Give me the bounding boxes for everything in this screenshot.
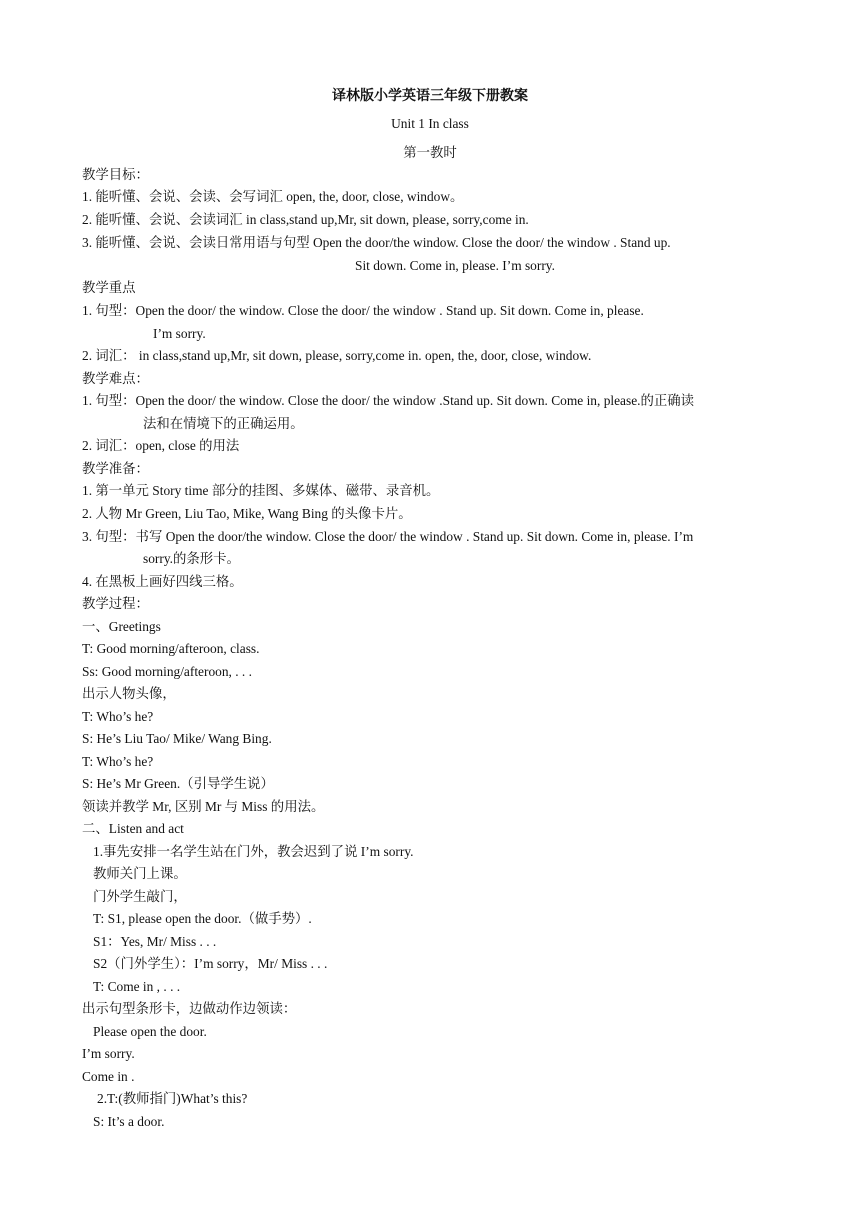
preparation-item: 1. 第一单元 Story time 部分的挂图、多媒体、磁带、录音机。 [82, 483, 440, 498]
process-line: S: He’s Liu Tao/ Mike/ Wang Bing. [82, 731, 272, 746]
difficulty-item: 2. 词汇：open, close 的用法 [82, 438, 240, 453]
lesson-title: 第一教时 [403, 145, 457, 160]
keypoint-item-continuation: I’m sorry. [153, 326, 206, 341]
preparation-heading: 教学准备： [82, 461, 149, 476]
process-line: 出示人物头像， [82, 686, 176, 701]
keypoint-item: 2. 词汇： in class,stand up,Mr, sit down, please, sorry,come in. open, the, door, close, window. [82, 348, 592, 363]
keypoint-item: 1. 句型：Open the door/ the window. Close the door/ the window . Stand up. Sit down. Come in, please. [82, 303, 644, 318]
process-line: 门外学生敲门， [93, 889, 187, 904]
difficulties-heading: 教学难点： [82, 371, 149, 386]
process-line: 领读并教学 Mr, 区别 Mr 与 Miss 的用法。 [82, 799, 325, 814]
objective-item-continuation: Sit down. Come in, please. I’m sorry. [355, 258, 555, 273]
process-line: T: S1, please open the door.（做手势）. [93, 911, 312, 926]
process-line: 出示句型条形卡，边做动作边领读： [82, 1001, 297, 1016]
process-line: Ss: Good morning/afteroon, . . . [82, 664, 252, 679]
preparation-item-continuation: sorry.的条形卡。 [143, 551, 240, 566]
preparation-item: 3. 句型：书写 Open the door/the window. Close the door/ the window . Stand up. Sit down. Come in, please. I’m [82, 529, 694, 544]
difficulty-item-continuation: 法和在情境下的正确运用。 [143, 416, 304, 431]
document-title: 译林版小学英语三年级下册教案 [332, 89, 528, 104]
process-line: T: Who’s he? [82, 709, 154, 724]
process-line: S: He’s Mr Green.（引导学生说） [82, 776, 274, 791]
process-line: S: It’s a door. [93, 1114, 165, 1129]
unit-title: Unit 1 In class [391, 116, 469, 131]
process-line: I’m sorry. [82, 1046, 135, 1061]
process-line: 1.事先安排一名学生站在门外，教会迟到了说 I’m sorry. [93, 844, 414, 859]
process-line: 教师关门上课。 [93, 866, 187, 881]
difficulty-item: 1. 句型：Open the door/ the window. Close the door/ the window .Stand up. Sit down. Come in, please.的正确读 [82, 393, 695, 408]
process-line: S2（门外学生）：I’m sorry，Mr/ Miss . . . [93, 956, 328, 971]
process-line: Come in . [82, 1069, 135, 1084]
process-line: T: Who’s he? [82, 754, 154, 769]
process-line: Please open the door. [93, 1024, 207, 1039]
process-line: S1：Yes, Mr/ Miss . . . [93, 934, 217, 949]
objective-item: 3. 能听懂、会说、会读日常用语与句型 Open the door/the window. Close the door/ the window . Stand up. [82, 235, 671, 250]
process-line: 二、Listen and act [82, 821, 184, 836]
keypoints-heading: 教学重点 [82, 280, 136, 295]
process-heading: 教学过程： [82, 596, 149, 611]
objectives-heading: 教学目标： [82, 167, 149, 182]
objective-item: 2. 能听懂、会说、会读词汇 in class,stand up,Mr, sit down, please, sorry,come in. [82, 212, 529, 227]
process-line: 一、Greetings [82, 619, 161, 634]
objective-item: 1. 能听懂、会说、会读、会写词汇 open, the, door, close, window。 [82, 189, 464, 204]
process-line: T: Good morning/afteroon, class. [82, 641, 260, 656]
preparation-item: 4. 在黑板上画好四线三格。 [82, 574, 243, 589]
preparation-item: 2. 人物 Mr Green, Liu Tao, Mike, Wang Bing 的头像卡片。 [82, 506, 412, 521]
process-line: 2.T:(教师指门)What’s this? [97, 1091, 248, 1106]
process-line: T: Come in , . . . [93, 979, 181, 994]
